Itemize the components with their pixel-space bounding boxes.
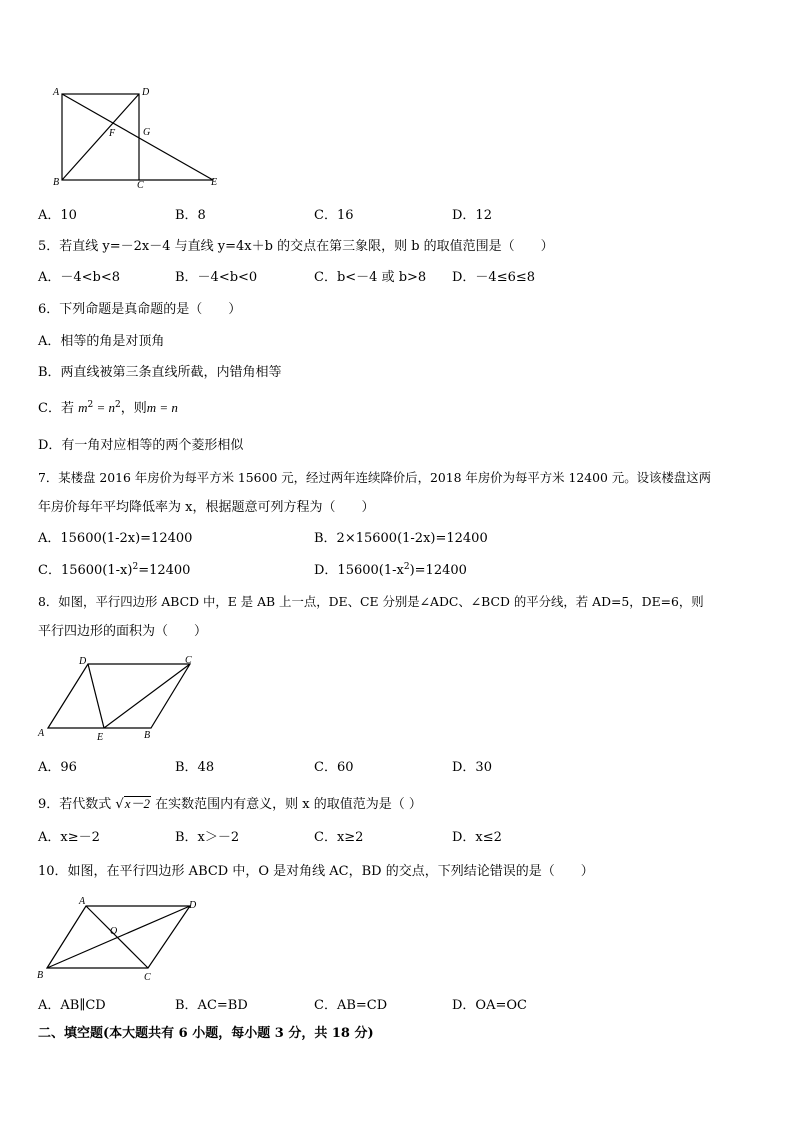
label-a: A <box>38 728 45 739</box>
label-e: E <box>97 732 104 743</box>
label-e: E <box>211 177 218 188</box>
q5-stem: 5．若直线 y=－2x－4 与直线 y=4x＋b 的交点在第三象限，则 b 的取值范围是（ ） <box>38 239 554 254</box>
label-c: C <box>185 655 192 666</box>
label-d: D <box>189 900 197 911</box>
figure-q10 <box>34 892 214 984</box>
q7-option-d-post: )=12400 <box>409 563 467 578</box>
q9-option-c[interactable]: C．x≥2 <box>314 830 364 845</box>
q8-stem-line1: 8．如图，平行四边形 ABCD 中，E 是 AB 上一点，DE、CE 分别是∠ADC、∠BCD 的平分线，若 AD=5，DE=6，则 <box>38 594 704 609</box>
q9-stem <box>38 796 422 813</box>
label-b: B <box>144 730 151 741</box>
q6-option-c-m-exp: 2 <box>87 400 94 410</box>
q6-option-c-eq: = <box>93 400 109 415</box>
label-g: G <box>143 127 151 138</box>
q7-option-d-pre: D．15600(1-x <box>314 563 404 578</box>
q7-stem-line1: 7．某楼盘 2016 年房价为每平方米 15600 元，经过两年连续降价后，2018 年房价为每平方米 12400 元。设该楼盘这两 <box>38 470 711 485</box>
label-a: A <box>53 87 60 98</box>
q7-option-d[interactable] <box>314 563 467 579</box>
q4-option-b[interactable]: B．8 <box>175 208 206 223</box>
q7-option-c-exp: 2 <box>132 562 139 572</box>
figure-q4 <box>50 84 230 194</box>
q8-option-d[interactable]: D．30 <box>452 760 492 775</box>
q8-option-c[interactable]: C．60 <box>314 760 354 775</box>
q4-option-d[interactable]: D．12 <box>452 208 492 223</box>
label-d: D <box>79 656 87 667</box>
q10-option-c[interactable]: C．AB=CD <box>314 998 388 1013</box>
section-2-heading: 二、填空题(本大题共有 6 小题，每小题 3 分，共 18 分) <box>38 1026 374 1041</box>
label-a: A <box>79 896 86 907</box>
q4-option-a[interactable]: A．10 <box>38 208 77 223</box>
q6-option-c-prefix: C．若 <box>38 401 74 416</box>
q7-option-c[interactable] <box>38 563 190 579</box>
sqrt-icon: √ <box>115 797 124 812</box>
label-c: C <box>144 972 151 983</box>
q4-option-c[interactable]: C．16 <box>314 208 354 223</box>
q7-option-b[interactable]: B．2×15600(1-2x)=12400 <box>314 531 488 546</box>
q6-option-a[interactable]: A．相等的角是对顶角 <box>38 334 165 349</box>
figure-q8 <box>36 652 206 744</box>
q9-stem-pre: 9．若代数式 <box>38 797 112 812</box>
q9-option-d[interactable]: D．x≤2 <box>452 830 502 845</box>
label-b: B <box>37 970 44 981</box>
q7-option-d-exp: 2 <box>403 562 410 572</box>
q10-option-a[interactable]: A．AB∥CD <box>38 998 106 1013</box>
q7-option-a[interactable]: A．15600(1-2x)=12400 <box>38 531 193 546</box>
q7-stem-line2: 年房价每年平均降低率为 x，根据题意可列方程为（ ） <box>38 500 375 515</box>
q6-option-c-m: m <box>78 400 88 415</box>
q7-option-c-pre: C．15600(1-x) <box>38 563 133 578</box>
label-o: O <box>110 926 118 937</box>
label-b: B <box>53 177 60 188</box>
q9-stem-post: 在实数范围内有意义，则 x 的取值范为是（ ） <box>155 797 422 812</box>
q6-option-c-n-exp: 2 <box>115 400 121 410</box>
q6-option-b[interactable]: B．两直线被第三条直线所截，内错角相等 <box>38 365 282 380</box>
q6-option-c-mid: ，则 <box>120 401 147 416</box>
q5-option-a[interactable]: A．－4<b<8 <box>38 270 121 285</box>
q10-option-b[interactable]: B．AC=BD <box>175 998 248 1013</box>
q6-option-c[interactable] <box>38 400 178 417</box>
label-c: C <box>137 180 144 191</box>
q10-option-d[interactable]: D．OA=OC <box>452 998 527 1013</box>
q5-option-d[interactable]: D．－4≤6≤8 <box>452 270 536 285</box>
q8-option-a[interactable]: A．96 <box>38 760 77 775</box>
q8-stem-line2: 平行四边形的面积为（ ） <box>38 624 208 639</box>
q6-option-c-n: n <box>108 400 115 415</box>
q6-stem: 6．下列命题是真命题的是（ ） <box>38 302 242 317</box>
q9-radicand: x－2 <box>124 796 150 811</box>
q6-option-c-conclusion: m = n <box>146 400 178 415</box>
q7-option-c-post: =12400 <box>138 563 191 578</box>
q9-option-b[interactable]: B．x＞－2 <box>175 830 240 845</box>
q6-option-d[interactable]: D．有一角对应相等的两个菱形相似 <box>38 438 244 453</box>
q8-option-b[interactable]: B．48 <box>175 760 215 775</box>
q5-option-c[interactable]: C．b<－4 或 b>8 <box>314 270 427 285</box>
q10-stem: 10．如图，在平行四边形 ABCD 中，O 是对角线 AC，BD 的交点，下列结论错误的是（ ） <box>38 864 594 879</box>
q9-option-a[interactable]: A．x≥－2 <box>38 830 100 845</box>
q5-option-b[interactable]: B．－4<b<0 <box>175 270 258 285</box>
label-d: D <box>142 87 150 98</box>
label-f: F <box>109 128 116 139</box>
